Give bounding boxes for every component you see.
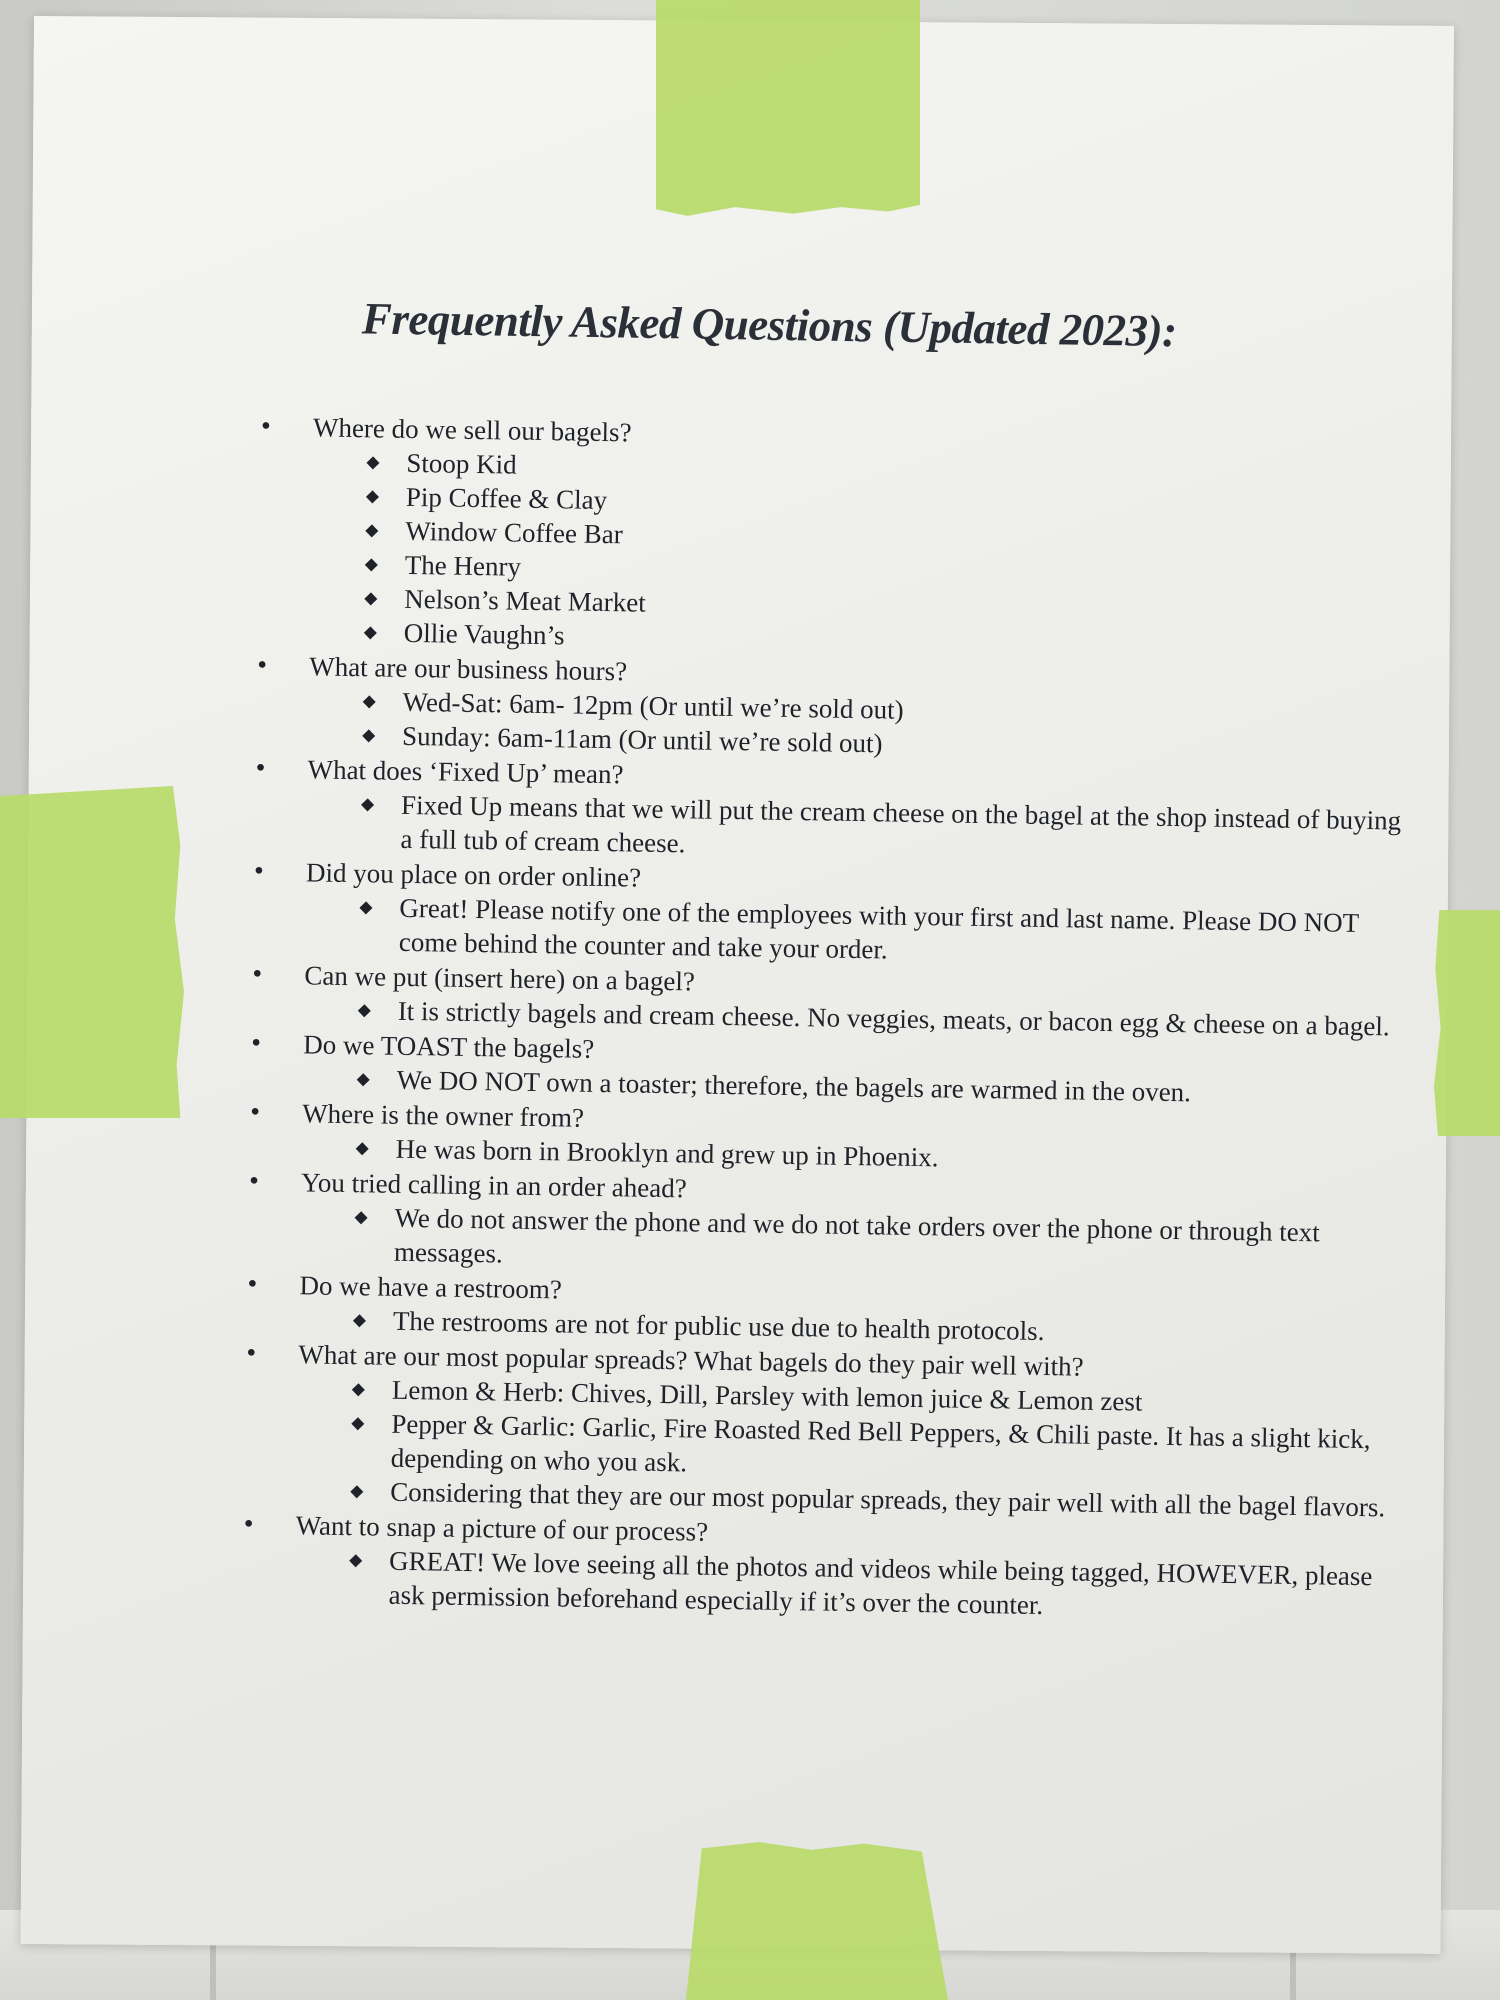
faq-question: • Do we have a restroom?: [247, 1267, 1397, 1319]
masking-tape-bottom: [686, 1842, 948, 2000]
faq-answer: ◆ Pepper & Garlic: Garlic, Fire Roasted Red Bell Peppers, & Chili paste. It has a slight kick, depending on who you ask.: [245, 1404, 1396, 1490]
faq-answer: ◆ Ollie Vaughn’s: [258, 614, 1408, 666]
faq-question: • Where is the owner from?: [250, 1096, 1400, 1148]
faq-question: • What are our most popular spreads? What bagels do they pair well with?: [246, 1336, 1396, 1388]
faq-sheet: [21, 16, 1454, 1954]
page-title: Frequently Asked Questions (Updated 2023):: [361, 293, 1178, 357]
faq-answer: ◆ It is strictly bagels and cream cheese. No veggies, meats, or bacon egg & cheese on a bagel.: [252, 992, 1402, 1044]
masking-tape-top: [656, 0, 920, 218]
faq-answer-list: [258, 444, 1411, 666]
faq-question: • Do we TOAST the bagels?: [251, 1027, 1401, 1079]
faq-answer: ◆ Lemon & Herb: Chives, Dill, Parsley with lemon juice & Lemon zest: [246, 1370, 1396, 1422]
faq-answer: ◆ Nelson’s Meat Market: [258, 580, 1408, 632]
faq-answer: ◆ Pip Coffee & Clay: [260, 478, 1410, 530]
faq-answer: ◆ The restrooms are not for public use due to health protocols.: [247, 1301, 1397, 1353]
faq-answer: ◆ The Henry: [259, 546, 1409, 598]
faq-answer: ◆ Window Coffee Bar: [259, 512, 1409, 564]
faq-question: • Did you place on order online?: [254, 855, 1404, 907]
faq-answer: ◆ Fixed Up means that we will put the cream cheese on the bagel at the shop instead of buying a full tub of cream cheese.: [254, 786, 1405, 872]
faq-answer: ◆ GREAT! We love seeing all the photos and videos while being tagged, HOWEVER, please ask permission beforehand especially if it’s over the counter.: [242, 1541, 1393, 1627]
faq-question: • Where do we sell our bagels?: [261, 410, 1411, 462]
faq-answer: ◆ Great! Please notify one of the employees with your first and last name. Please DO NOT come behind the counter and take your order.: [253, 889, 1404, 975]
masking-tape-left: [0, 786, 184, 1118]
faq-answer: ◆ Stoop Kid: [260, 444, 1410, 496]
faq-question: • You tried calling in an order ahead?: [249, 1165, 1399, 1217]
faq-list: [242, 410, 1411, 1628]
faq-answer: ◆ Sunday: 6am-11am (Or until we’re sold out): [256, 717, 1406, 769]
masking-tape-right: [1434, 910, 1500, 1136]
faq-answer: ◆ He was born in Brooklyn and grew up in Phoenix.: [249, 1130, 1399, 1182]
faq-answer: ◆ Considering that they are our most popular spreads, they pair well with all the bagel flavors.: [244, 1472, 1394, 1524]
faq-question: • Want to snap a picture of our process?: [243, 1507, 1393, 1559]
faq-answer: ◆ We do not answer the phone and we do not take orders over the phone or through text messages.: [248, 1198, 1399, 1284]
faq-question: • What does ‘Fixed Up’ mean?: [255, 752, 1405, 804]
faq-question: • Can we put (insert here) on a bagel?: [252, 958, 1402, 1010]
faq-question: • What are our business hours?: [257, 649, 1407, 701]
faq-answer: ◆ Wed-Sat: 6am- 12pm (Or until we’re sold out): [256, 683, 1406, 735]
faq-answer-list: [244, 1370, 1396, 1524]
faq-answer: ◆ We DO NOT own a toaster; therefore, the bagels are warmed in the oven.: [250, 1061, 1400, 1113]
